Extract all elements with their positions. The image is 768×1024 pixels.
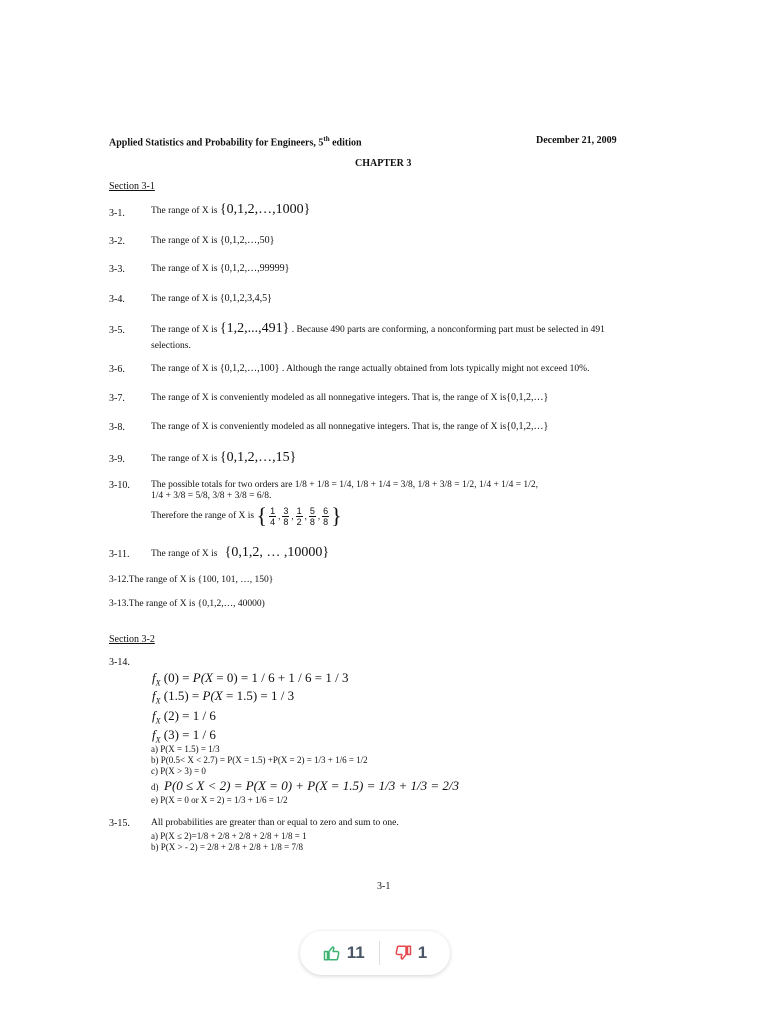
answer-b: b) P(X > - 2) = 2/8 + 2/8 + 2/8 + 1/8 = 7/8: [151, 842, 303, 852]
problem-text: The range of X is conveniently modeled as all nonnegative integers. That is, the range of X is{0,1,2,…}: [151, 392, 549, 403]
problem-number: 3-2.: [109, 236, 125, 247]
problem-text: 3-12.The range of X is {100, 101, …, 150}: [109, 575, 274, 585]
problem-number: 3-9.: [109, 454, 125, 465]
problem-number: 3-4.: [109, 294, 125, 305]
range-set: {0,1,2,…,50}: [219, 235, 275, 246]
problem-text: The possible totals for two orders are 1/8 + 1/8 = 1/4, 1/8 + 1/4 = 3/8, 1/8 + 3/8 = 1/2, 1/4 + 1/4 = 1/2,: [151, 480, 538, 490]
problem-number: 3-5.: [109, 325, 125, 336]
problem-text: The range of X is {1,2,...,491} . Because 490 parts are conforming, a nonconforming part must be selected in 491: [151, 321, 605, 336]
section-heading-3-2: Section 3-2: [109, 634, 155, 645]
fraction: $\frac{1}{4}$: [270, 505, 276, 527]
answer-a: a) P(X ≤ 2)=1/8 + 2/8 + 2/8 + 2/8 + 1/8 = 1: [151, 831, 307, 841]
pmf-equation: $f_X$ (1.5) = P(X = 1.5) = 1 / 3: [152, 688, 295, 706]
problem-number: 3-14.: [109, 657, 130, 668]
downvote-button[interactable]: [380, 943, 441, 963]
problem-text-continued: 1/4 + 3/8 = 5/8, 3/8 + 3/8 = 6/8.: [151, 491, 272, 501]
problem-number: 3-6.: [109, 364, 125, 375]
section-heading-3-1: Section 3-1: [109, 181, 155, 192]
problem-number: 3-1.: [109, 208, 125, 219]
page-number: 3-1: [377, 881, 391, 892]
problem-text-range: Therefore the range of X is { $\frac{1}{4}$ , $\frac{3}{8}$ , $\frac{1}{2}$ , $\frac{5}{8}$ , $\frac{6}{8}$ }: [151, 503, 342, 528]
range-set: {1,2,...,491}: [219, 321, 290, 336]
upvote-button[interactable]: [309, 943, 379, 963]
problem-text: The range of X is {0,1,2,…,15}: [151, 450, 297, 465]
problem-number: 3-10.: [109, 480, 130, 491]
problem-text: The range of X is {0,1,2,…,99999}: [151, 263, 290, 274]
pmf-equation: $f_X$ (0) = P(X = 0) = 1 / 6 + 1 / 6 = 1 / 3: [152, 670, 349, 688]
problem-number: 3-8.: [109, 422, 125, 433]
fraction-set: { $\frac{1}{4}$ , $\frac{3}{8}$ , $\frac{1}{2}$ , $\frac{5}{8}$ , $\frac{6}{8}$ }: [256, 503, 342, 528]
problem-number: 3-15.: [109, 818, 130, 829]
problem-text: The range of X is {0,1,2,…,50}: [151, 235, 275, 246]
thumbs-up-icon: [323, 944, 341, 962]
fraction: $\frac{5}{8}$: [309, 505, 315, 527]
answer-a: a) P(X = 1.5) = 1/3: [151, 744, 220, 754]
problem-number: 3-3.: [109, 264, 125, 275]
range-set: {0,1,2, … ,10000}: [224, 545, 330, 560]
problem-number: 3-11.: [109, 549, 130, 560]
fraction: $\frac{6}{8}$: [323, 505, 329, 527]
upvote-count: 11: [346, 943, 365, 962]
range-set: {0,1,2,…,99999}: [219, 263, 290, 274]
chapter-heading: CHAPTER 3: [355, 158, 412, 169]
problem-text: All probabilities are greater than or equal to zero and sum to one.: [151, 818, 399, 828]
problem-text: The range of X is {0,1,2,…,100} . Although the range actually obtained from lots typically might not exceed 10%.: [151, 363, 590, 374]
problem-text: 3-13.The range of X is {0,1,2,…, 40000): [109, 599, 265, 609]
answer-e: e) P(X = 0 or X = 2) = 1/3 + 1/6 = 1/2: [151, 795, 288, 805]
pmf-equation: $f_X$ (2) = 1 / 6: [152, 708, 216, 726]
answer-c: c) P(X > 3) = 0: [151, 766, 206, 776]
document-date: December 21, 2009: [536, 135, 617, 146]
document-title: Applied Statistics and Probability for Engineers, 5th edition: [109, 135, 362, 149]
thumbs-down-icon: [394, 944, 412, 962]
problem-text: The range of X is {0,1,2,…,1000}: [151, 202, 311, 217]
range-set: {0,1,2,…}: [506, 421, 549, 432]
range-set: {0,1,2,…,100}: [219, 363, 280, 374]
vote-widget: [300, 931, 450, 975]
problem-text: The range of X is conveniently modeled as all nonnegative integers. That is, the range of X is{0,1,2,…}: [151, 421, 549, 432]
fraction: $\frac{1}{2}$: [296, 505, 302, 527]
pmf-equation: $f_X$ (3) = 1 / 6: [152, 727, 216, 745]
downvote-count: 1: [417, 943, 428, 962]
problem-text-continued: selections.: [151, 341, 191, 351]
fraction: $\frac{3}{8}$: [283, 505, 289, 527]
range-set: {0,1,2,…,15}: [219, 450, 297, 465]
range-set: {0,1,2,3,4,5}: [219, 293, 272, 304]
problem-text: The range of X is {0,1,2, … ,10000}: [151, 545, 330, 560]
range-set: {0,1,2,…}: [506, 392, 549, 403]
answer-b: b) P(0.5< X < 2.7) = P(X = 1.5) +P(X = 2) = 1/3 + 1/6 = 1/2: [151, 755, 368, 765]
answer-d-label: d): [151, 782, 159, 792]
range-set: {0,1,2,…,1000}: [219, 202, 311, 217]
problem-text: The range of X is {0,1,2,3,4,5}: [151, 293, 272, 304]
problem-number: 3-7.: [109, 393, 125, 404]
answer-d-equation: P(0 ≤ X < 2) = P(X = 0) + P(X = 1.5) = 1/3 + 1/3 = 2/3: [164, 778, 460, 793]
